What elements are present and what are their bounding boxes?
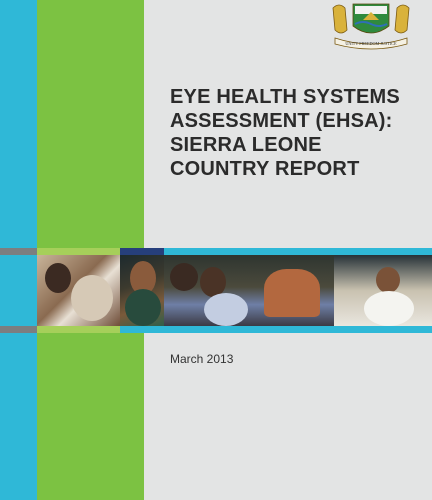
band-divider bbox=[37, 326, 120, 333]
emblem-motto: UNITY FREEDOM JUSTICE bbox=[345, 41, 397, 46]
photo-band bbox=[0, 248, 432, 333]
title-line: ASSESSMENT (EHSA): bbox=[170, 110, 393, 132]
photo-health-worker bbox=[334, 255, 432, 326]
sierra-leone-coat-of-arms-icon bbox=[329, 0, 413, 50]
band-divider bbox=[0, 248, 37, 255]
report-title bbox=[170, 85, 420, 181]
title-line: SIERRA LEONE bbox=[170, 134, 322, 156]
photo-group-of-people bbox=[164, 255, 334, 326]
band-divider bbox=[120, 326, 432, 333]
photo-woman-headscarf bbox=[120, 255, 164, 326]
photo-nurse-examining-child bbox=[37, 255, 120, 326]
band-divider bbox=[120, 248, 164, 255]
title-line: EYE HEALTH SYSTEMS bbox=[170, 86, 400, 108]
band-divider bbox=[37, 248, 120, 255]
band-divider bbox=[0, 326, 37, 333]
photo-strip bbox=[37, 255, 432, 326]
report-date: March 2013 bbox=[170, 352, 234, 366]
title-line: COUNTRY REPORT bbox=[170, 158, 360, 180]
band-divider bbox=[164, 248, 432, 255]
